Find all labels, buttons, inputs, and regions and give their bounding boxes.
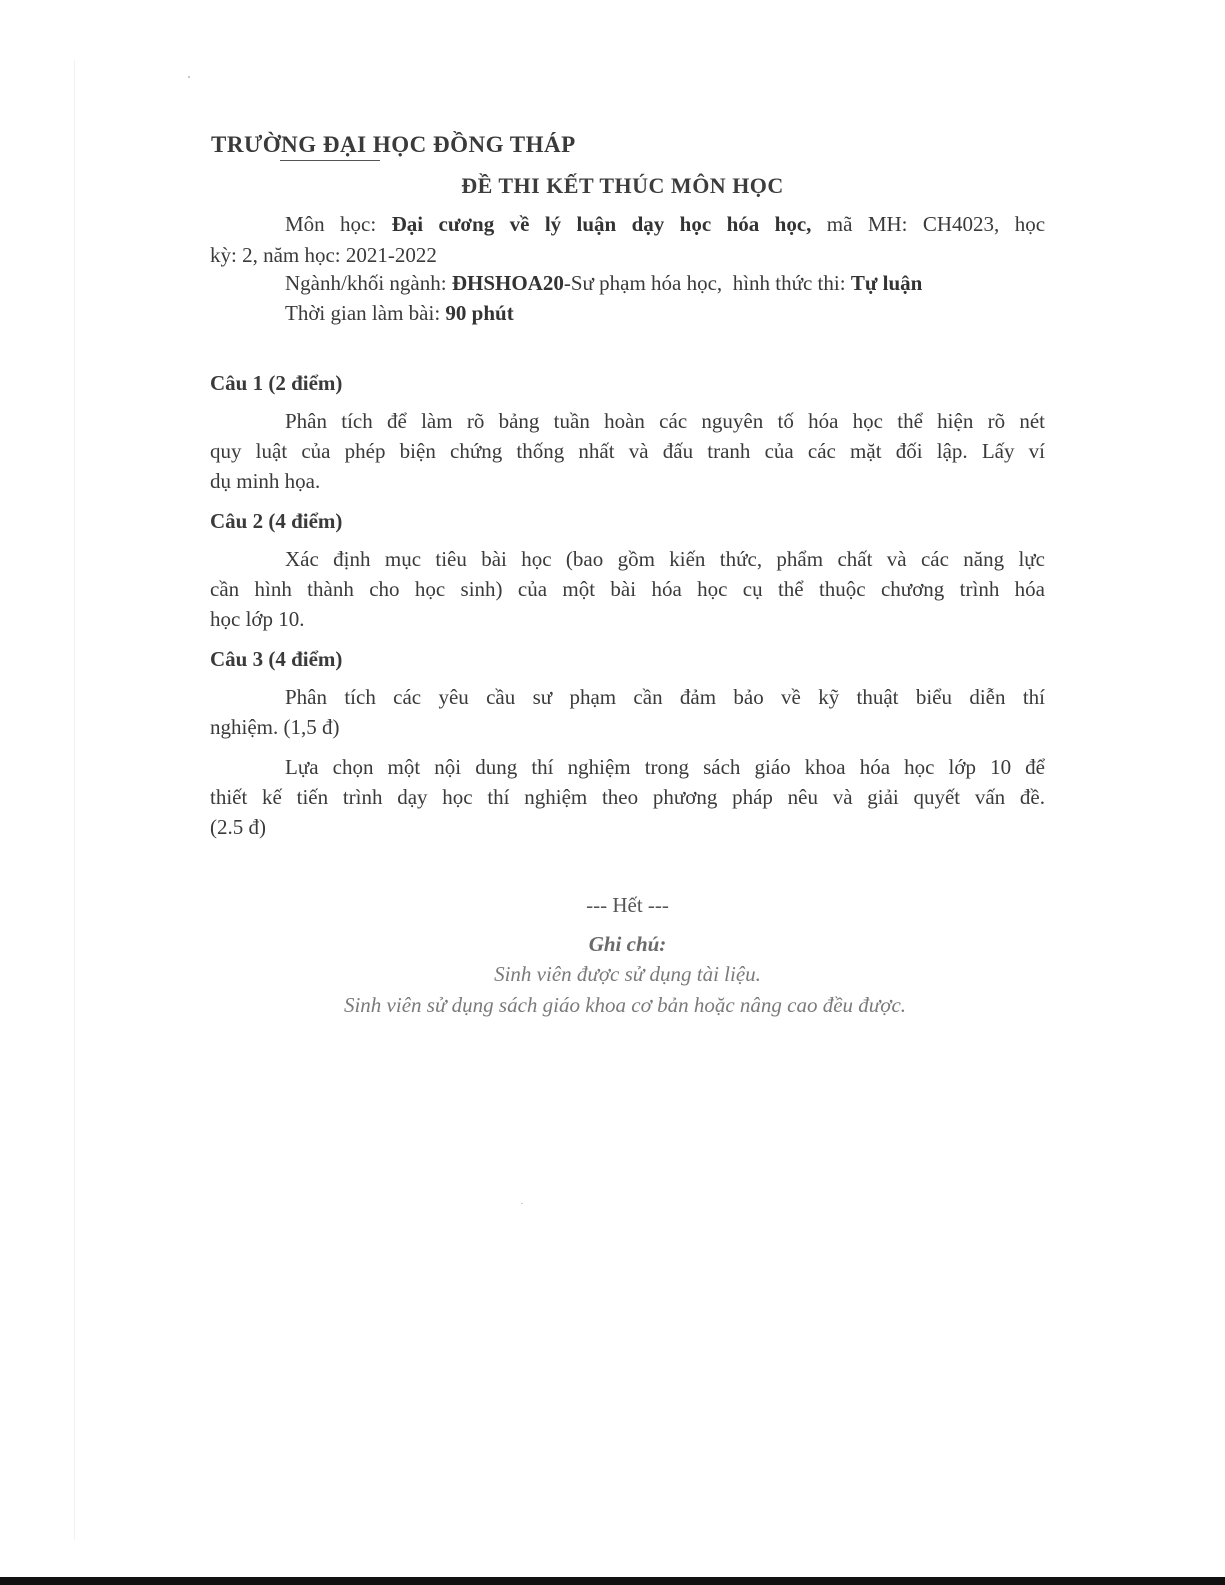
note-line: Sinh viên được sử dụng tài liệu. — [494, 962, 761, 986]
course-subject-line — [285, 212, 1045, 237]
question-3-line: nghiệm. (1,5 đ) — [210, 715, 340, 739]
question-3-heading: Câu 3 (4 điểm) — [210, 647, 343, 671]
question-3-line: thiết kế tiến trình dạy học thí nghiệm theo phương pháp nêu và giải quyết vấn đề. — [210, 785, 1045, 809]
scan-speck — [188, 76, 190, 78]
question-1-line: Phân tích để làm rõ bảng tuần hoàn các nguyên tố hóa học thể hiện rõ nét — [285, 409, 1045, 433]
question-1-heading: Câu 1 (2 điểm) — [210, 371, 343, 395]
exam-form: Tự luận — [850, 271, 923, 295]
question-3-line: Lựa chọn một nội dung thí nghiệm trong sách giáo khoa hóa học lớp 10 để — [285, 755, 1045, 779]
question-1-line: quy luật của phép biện chứng thống nhất và đấu tranh của các mặt đối lập. Lấy ví — [210, 439, 1045, 463]
question-2-line: học lớp 10. — [210, 607, 305, 631]
question-1-line: dụ minh họa. — [210, 469, 321, 493]
scan-edge-mark — [74, 60, 75, 1540]
exam-title: ĐỀ THI KẾT THÚC MÔN HỌC — [461, 173, 784, 198]
time-label: Thời gian làm bài: — [285, 301, 441, 325]
end-marker: --- Hết --- — [586, 893, 669, 917]
question-3-line: (2.5 đ) — [210, 815, 266, 839]
question-3-line: Phân tích các yêu cầu sư phạm cần đảm bảo về kỹ thuật biểu diễn thí — [285, 685, 1045, 709]
scan-speck — [521, 1203, 523, 1204]
time-value: 90 phút — [445, 301, 514, 325]
question-2-line: Xác định mục tiêu bài học (bao gồm kiến thức, phẩm chất và các năng lực — [285, 547, 1045, 571]
school-underline — [280, 160, 380, 161]
semester-line: kỳ: 2, năm học: 2021-2022 — [210, 243, 437, 267]
school-name: TRƯỜNG ĐẠI HỌC ĐỒNG THÁP — [211, 132, 576, 157]
time-line — [285, 301, 514, 326]
major-line — [285, 271, 922, 296]
subject-name: Đại cương về lý luận dạy học hóa học, — [391, 212, 812, 236]
question-2-line: cần hình thành cho học sinh) của một bài hóa học cụ thể thuộc chương trình hóa — [210, 577, 1045, 601]
major-label: Ngành/khối ngành: — [285, 271, 447, 295]
major-name: -Sư phạm hóa học, — [563, 271, 723, 295]
subject-label: Môn học: — [285, 212, 377, 236]
exam-form-label: hình thức thi: — [732, 271, 846, 295]
question-2-heading: Câu 2 (4 điểm) — [210, 509, 343, 533]
scan-bottom-edge — [0, 1577, 1225, 1585]
course-code: mã MH: CH4023, học — [826, 212, 1046, 236]
major-code: ĐHSHOA20 — [451, 271, 564, 295]
note-line: Sinh viên sử dụng sách giáo khoa cơ bản hoặc nâng cao đều được. — [343, 993, 907, 1017]
note-title: Ghi chú: — [588, 932, 667, 956]
